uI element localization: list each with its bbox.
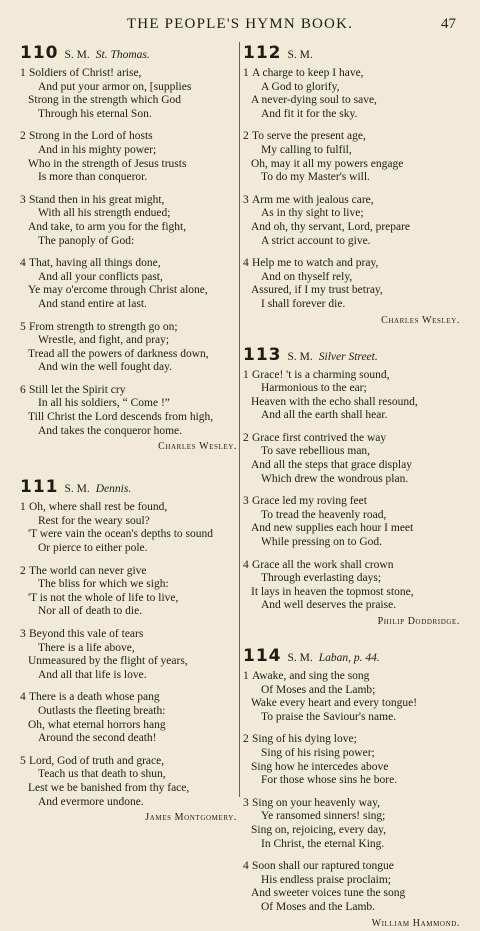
verse-text: Soon shall our raptured tongue	[252, 860, 394, 873]
verse-text: Oh, where shall rest be found,	[29, 501, 168, 514]
page-header	[0, 16, 480, 38]
verse-line: And all the earth shall hear.	[261, 409, 388, 422]
hymn-gap	[20, 454, 237, 476]
verse-number: 2	[243, 431, 249, 444]
hymn-112	[243, 42, 460, 328]
verse	[20, 691, 237, 745]
verse-line	[20, 321, 237, 335]
verse-line: My calling to fulfil,	[261, 143, 352, 156]
verse-line: Oh, may it all my powers engage	[251, 157, 404, 170]
verse-text: To serve the present age,	[252, 130, 366, 143]
verse	[20, 321, 237, 375]
verse-line: Around the second death!	[38, 732, 157, 745]
verse-line: In Christ, the eternal King.	[261, 837, 385, 850]
verse	[243, 733, 460, 787]
verse-number: 1	[20, 67, 26, 79]
verse-line: Teach us that death to shun,	[38, 768, 166, 781]
verse-line: I shall forever die.	[261, 297, 346, 310]
verse-number: 3	[20, 193, 26, 206]
verse-number: 2	[20, 130, 26, 143]
verse-number: 3	[243, 495, 249, 508]
verse-number: 6	[20, 383, 26, 396]
verse-line: Wake every heart and every tongue!	[251, 697, 418, 710]
verse-line	[20, 384, 237, 398]
hymn-number: 114	[243, 646, 282, 666]
verse-line: A never-dying soul to save,	[251, 94, 377, 107]
verse-line	[243, 130, 460, 144]
verse-line: As in thy sight to live;	[261, 207, 364, 220]
verse-number: 5	[20, 754, 26, 767]
verse-line: To do my Master's will.	[261, 171, 370, 184]
verse-line	[243, 733, 460, 747]
hymn-tune: Laban, p. 44.	[318, 652, 380, 664]
verse-number: 1	[243, 368, 249, 381]
verse-text: Grace led my roving feet	[252, 495, 367, 508]
verse-line: While pressing on to God.	[261, 536, 383, 549]
verse-line: And evermore undone.	[38, 795, 144, 808]
column-divider	[239, 42, 240, 797]
verse-line: Sing of his rising power;	[261, 746, 375, 759]
verse-line: And new supplies each hour I meet	[251, 522, 414, 535]
verse-number: 3	[20, 628, 26, 640]
verse-line: Wrestle, and fight, and pray;	[38, 334, 170, 347]
verse	[243, 860, 460, 914]
verse-line: Ye may o'ercome through Christ alone,	[28, 284, 208, 297]
verse-line	[243, 432, 460, 446]
verse	[20, 628, 237, 682]
verse-line: Sing how he intercedes above	[251, 760, 389, 773]
hymn-number: 113	[243, 344, 282, 365]
verse-line	[20, 691, 237, 705]
verse-line	[20, 67, 237, 81]
verse-number: 4	[243, 860, 249, 873]
verse-text: Help me to watch and pray,	[252, 257, 379, 270]
verse-text: A charge to keep I have,	[252, 67, 364, 79]
verse-line: 'T were vain the ocean's depths to sound	[28, 528, 214, 541]
verse-line	[243, 860, 460, 874]
verse-text: Lord, God of truth and grace,	[29, 754, 165, 767]
verse-line: And win the well fought day.	[38, 361, 173, 374]
verse-line	[243, 670, 460, 684]
verse	[20, 755, 237, 809]
verse-text: Grace first contrived the way	[252, 431, 387, 444]
verse-number: 5	[20, 320, 26, 333]
verse-line: And in his mighty power;	[38, 143, 157, 156]
verse-number: 4	[243, 558, 249, 571]
hymn-author: William Hammond.	[371, 917, 460, 929]
hymn-gap	[243, 328, 460, 344]
verse-number: 4	[20, 257, 26, 270]
verse-line: A strict account to give.	[261, 234, 371, 247]
verse-text: Still let the Spirit cry	[29, 383, 126, 396]
verse-line: Nor all of death to die.	[38, 605, 143, 618]
verse-number: 4	[20, 691, 26, 704]
verse-line: And all the steps that grace display	[251, 459, 412, 472]
verse-number: 3	[243, 796, 249, 809]
verse-line: And put your armor on, [supplies	[38, 80, 192, 93]
verse-line: And fit it for the sky.	[261, 107, 358, 120]
verse-line	[20, 565, 237, 579]
verse-line: His endless praise proclaim;	[261, 873, 391, 886]
verse-line: And on thyself rely,	[261, 270, 353, 283]
verse-number: 1	[243, 67, 249, 79]
verse-line: Ye ransomed sinners! sing;	[261, 810, 386, 823]
verse	[20, 67, 237, 121]
verse-text: Stand then in his great might,	[29, 193, 165, 206]
verse-line: Who in the strength of Jesus trusts	[28, 157, 187, 170]
verse-line: Assured, if I my trust betray,	[251, 284, 383, 297]
verse	[243, 559, 460, 613]
verse-line: Of Moses and the Lamb;	[261, 683, 376, 696]
verse-line: Rest for the weary soul?	[38, 514, 150, 527]
hymn-114	[243, 645, 460, 931]
verse-line: And takes the conqueror home.	[38, 424, 183, 437]
hymn-meter: S. M.	[64, 49, 90, 61]
hymn-number: 112	[243, 43, 282, 63]
hymn-113	[243, 344, 460, 630]
verse-line: A God to glorify,	[261, 80, 340, 93]
verse	[20, 257, 237, 311]
left-column	[20, 42, 237, 824]
verse-line	[243, 194, 460, 208]
verse-text: Soldiers of Christ! arise,	[29, 67, 142, 79]
hymn-tune: Dennis.	[95, 483, 132, 496]
verse-line: In all his soldiers, “ Come !”	[38, 397, 170, 410]
verse	[243, 369, 460, 423]
verse-line	[243, 67, 460, 81]
verse-line: The bliss for which we sigh:	[38, 578, 169, 591]
verse-line: To save rebellious man,	[261, 445, 371, 458]
verse-line: Or pierce to either pole.	[38, 542, 148, 555]
verse-number: 2	[243, 733, 249, 746]
verse-line: And take, to arm you for the fight,	[28, 220, 187, 233]
verse-line: Sing on, rejoicing, every day,	[251, 823, 386, 836]
hymn-heading	[20, 476, 237, 498]
page-number: 47	[441, 16, 456, 32]
verse-line	[243, 369, 460, 383]
verse-line: To tread the heavenly road,	[261, 508, 387, 521]
hymn-author: Philip Doddridge.	[377, 616, 460, 627]
hymn-number: 111	[20, 477, 59, 498]
verse-line: And stand entire at last.	[38, 297, 147, 310]
hymn-meter: S. M.	[287, 652, 313, 664]
verse-line: For those whose sins he bore.	[261, 774, 398, 787]
hymn-heading	[20, 42, 237, 64]
verse-line	[243, 495, 460, 509]
verse-line: Tread all the powers of darkness down,	[28, 347, 209, 360]
verse-line	[20, 194, 237, 208]
verse	[243, 130, 460, 184]
verse-line: And all your conflicts past,	[38, 270, 163, 283]
verse-line	[243, 257, 460, 271]
verse-line: Strong in the strength which God	[28, 94, 181, 107]
verse-number: 1	[243, 670, 249, 682]
verse	[243, 432, 460, 486]
right-column	[243, 42, 460, 929]
verse-line: And well deserves the praise.	[261, 599, 397, 612]
running-title: THE PEOPLE'S HYMN BOOK.	[126, 16, 354, 32]
verse-line	[20, 755, 237, 769]
verse	[20, 194, 237, 248]
verse-line: Heaven with the echo shall resound,	[251, 395, 418, 408]
verse	[243, 194, 460, 248]
hymn-number: 110	[20, 43, 59, 63]
verse-line: Through everlasting days;	[261, 572, 382, 585]
verse	[243, 670, 460, 724]
verse-text: Grace! 't is a charming sound,	[252, 368, 390, 381]
verse-line: Is more than conqueror.	[38, 171, 148, 184]
verse	[20, 130, 237, 184]
hymn-gap	[243, 629, 460, 645]
verse-text: From strength to strength go on;	[29, 320, 178, 333]
hymn-110	[20, 42, 237, 454]
verse-text: Sing on your heavenly way,	[252, 796, 380, 809]
verse-line	[243, 797, 460, 811]
verse-text: That, having all things done,	[29, 257, 161, 270]
verse	[243, 797, 460, 851]
hymn-heading	[243, 344, 460, 366]
verse-line	[243, 559, 460, 573]
hymn-111	[20, 476, 237, 825]
verse-line: There is a life above,	[38, 641, 135, 654]
verse-line: And all that life is love.	[38, 668, 147, 681]
verse-number: 2	[243, 130, 249, 143]
verse-number: 2	[20, 564, 26, 577]
verse-line: And sweeter voices tune the song	[251, 887, 406, 900]
verse-line	[20, 257, 237, 271]
verse-text: Strong in the Lord of hosts	[29, 130, 153, 143]
verse-line: Oh, what eternal horrors hang	[28, 718, 166, 731]
verse-line: Unmeasured by the flight of years,	[28, 655, 188, 668]
verse-line: 'T is not the whole of life to live,	[28, 591, 179, 604]
verse-line	[20, 628, 237, 642]
verse-text: Sing of his dying love;	[252, 733, 357, 746]
hymn-author: Charles Wesley.	[381, 314, 460, 326]
verse-line: Of Moses and the Lamb.	[261, 900, 376, 913]
verse-line: Outlasts the fleeting breath:	[38, 704, 166, 717]
verse	[20, 565, 237, 619]
verse-text: There is a death whose pang	[29, 691, 160, 704]
verse-text: Arm me with jealous care,	[252, 193, 374, 206]
verse-line: Through his eternal Son.	[38, 107, 152, 120]
verse	[20, 384, 237, 438]
verse	[243, 257, 460, 311]
verse-number: 1	[20, 501, 26, 514]
verse-line: It lays in heaven the topmost stone,	[251, 585, 414, 598]
hymn-tune: St. Thomas.	[95, 49, 150, 61]
verse-line: And oh, thy servant, Lord, prepare	[251, 220, 411, 233]
verse-line	[20, 130, 237, 144]
verse	[243, 67, 460, 121]
verse-text: The world can never give	[29, 564, 147, 577]
verse-line: The panoply of God:	[38, 234, 135, 247]
hymn-heading	[243, 42, 460, 64]
verse-line: Harmonious to the ear;	[261, 382, 367, 395]
verse-line: Which drew the wondrous plan.	[261, 472, 409, 485]
verse-text: Grace all the work shall crown	[252, 558, 394, 571]
hymn-meter: S. M.	[64, 483, 90, 496]
hymn-author: James Montgomery.	[145, 812, 237, 824]
verse-line: Lest we be banished from thy face,	[28, 781, 190, 794]
verse	[243, 495, 460, 549]
verse	[20, 501, 237, 555]
verse-line	[20, 501, 237, 515]
hymn-heading	[243, 645, 460, 667]
verse-line: To praise the Saviour's name.	[261, 710, 397, 723]
verse-number: 3	[243, 193, 249, 206]
hymn-author: Charles Wesley.	[158, 441, 237, 453]
verse-text: Beyond this vale of tears	[29, 628, 144, 640]
verse-number: 4	[243, 257, 249, 270]
hymn-meter: S. M.	[287, 350, 313, 363]
hymn-meter: S. M.	[287, 49, 313, 61]
verse-text: Awake, and sing the song	[252, 670, 370, 682]
hymn-tune: Silver Street.	[318, 350, 378, 363]
verse-line: Till Christ the Lord descends from high,	[28, 411, 214, 424]
verse-line: With all his strength endued;	[38, 207, 171, 220]
